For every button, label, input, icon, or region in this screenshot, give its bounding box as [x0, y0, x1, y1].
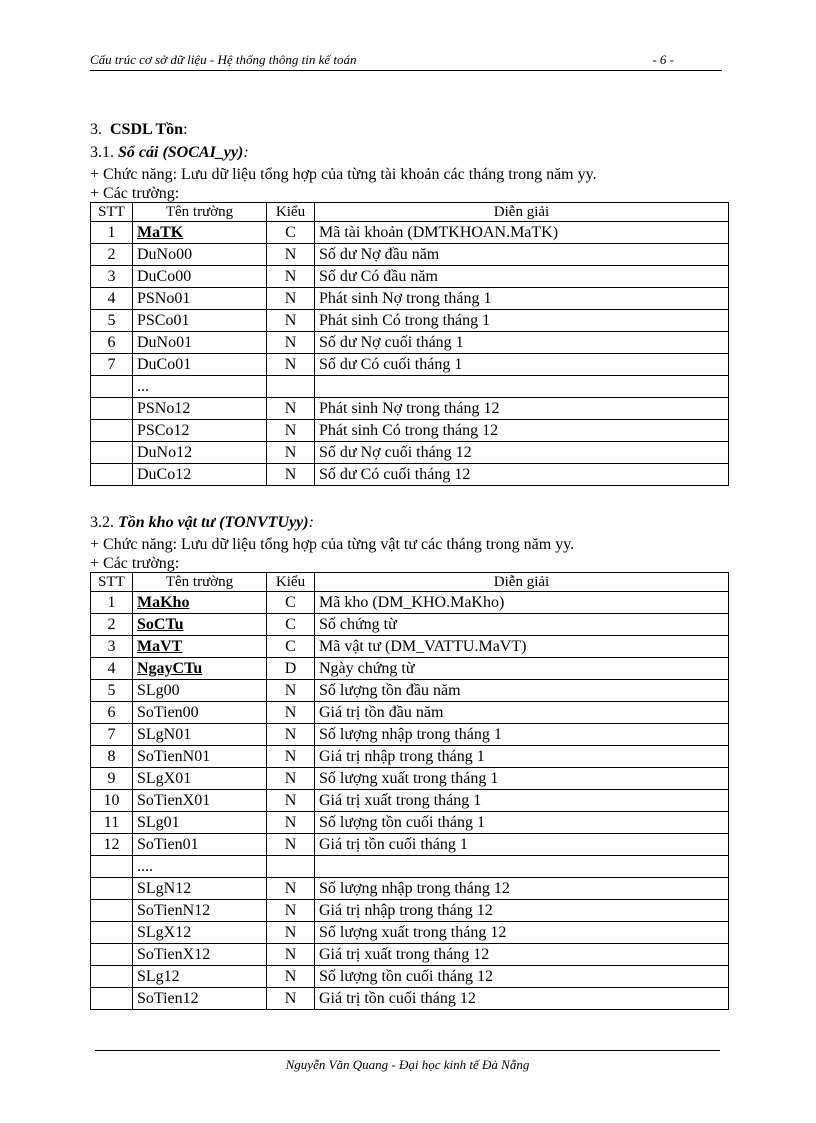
fields-label: + Các trường:	[90, 185, 180, 202]
description-cell: Giá trị tồn đầu năm	[315, 702, 729, 724]
stt-cell: 12	[91, 834, 133, 856]
header-name: Tên trường	[133, 203, 267, 222]
field-name-cell: ...	[133, 376, 267, 398]
type-cell: N	[267, 944, 315, 966]
field-name-cell: SLgN01	[133, 724, 267, 746]
table-header-row	[91, 203, 729, 222]
document-body	[90, 118, 730, 1010]
type-cell: N	[267, 244, 315, 266]
stt-cell	[91, 420, 133, 442]
description-cell: Số chứng từ	[315, 614, 729, 636]
table-row	[91, 790, 729, 812]
table-header-row	[91, 573, 729, 592]
type-cell: N	[267, 922, 315, 944]
description-cell: Số dư Có cuối tháng 12	[315, 464, 729, 486]
type-cell: N	[267, 746, 315, 768]
type-cell: N	[267, 420, 315, 442]
type-cell: N	[267, 878, 315, 900]
field-name-cell: DuNo00	[133, 244, 267, 266]
table-row	[91, 966, 729, 988]
subsection-title: Sổ cái (SOCAI_yy)	[118, 144, 244, 161]
type-cell: N	[267, 680, 315, 702]
subsection-suffix: :	[243, 144, 249, 161]
stt-cell	[91, 900, 133, 922]
field-name-cell: SLgX12	[133, 922, 267, 944]
table-row	[91, 614, 729, 636]
table-row	[91, 856, 729, 878]
table-row	[91, 768, 729, 790]
stt-cell: 4	[91, 658, 133, 680]
type-cell: N	[267, 464, 315, 486]
stt-cell: 7	[91, 354, 133, 376]
type-cell: N	[267, 834, 315, 856]
type-cell: N	[267, 702, 315, 724]
field-name-cell: SoTien01	[133, 834, 267, 856]
stt-cell	[91, 966, 133, 988]
stt-cell: 6	[91, 702, 133, 724]
stt-cell: 2	[91, 614, 133, 636]
stt-cell	[91, 922, 133, 944]
field-name-cell: SoTienN01	[133, 746, 267, 768]
table-row	[91, 244, 729, 266]
table-row	[91, 702, 729, 724]
field-name-cell: SoTien00	[133, 702, 267, 724]
table-row	[91, 658, 729, 680]
page-number: - 6 -	[652, 52, 674, 67]
header-type: Kiểu	[267, 203, 315, 222]
type-cell: C	[267, 592, 315, 614]
subsection-suffix: :	[308, 514, 314, 531]
function-text: + Chức năng: Lưu dữ liệu tổng hợp của từng vật tư các tháng trong năm yy.	[90, 536, 575, 553]
field-name-cell: DuNo12	[133, 442, 267, 464]
description-cell: Mã kho (DM_KHO.MaKho)	[315, 592, 729, 614]
field-name-cell: DuNo01	[133, 332, 267, 354]
description-cell: Giá trị nhập trong tháng 12	[315, 900, 729, 922]
section-heading	[90, 118, 730, 142]
table-row	[91, 442, 729, 464]
table-row	[91, 944, 729, 966]
stt-cell	[91, 944, 133, 966]
field-name-cell: SLgX01	[133, 768, 267, 790]
description-cell: Mã tài khoản (DMTKHOAN.MaTK)	[315, 222, 729, 244]
table-row	[91, 354, 729, 376]
type-cell: N	[267, 310, 315, 332]
field-name-cell: SLg01	[133, 812, 267, 834]
field-name-cell: SoTienX12	[133, 944, 267, 966]
stt-cell	[91, 878, 133, 900]
stt-cell: 10	[91, 790, 133, 812]
page-footer: Nguyễn Văn Quang - Đại học kinh tế Đà Nẵng	[95, 1050, 720, 1073]
stt-cell	[91, 856, 133, 878]
field-name-cell: MaTK	[133, 222, 267, 244]
section-number: 3.	[90, 121, 102, 138]
field-name-cell: SoCTu	[133, 614, 267, 636]
header-type: Kiểu	[267, 573, 315, 592]
table-row	[91, 266, 729, 288]
type-cell: N	[267, 398, 315, 420]
stt-cell: 5	[91, 680, 133, 702]
table-row	[91, 724, 729, 746]
header-stt: STT	[91, 573, 133, 592]
type-cell: N	[267, 354, 315, 376]
header-title: Cấu trúc cơ sở dữ liệu - Hệ thống thông tin kế toán	[90, 52, 357, 67]
field-name-cell: PSNo01	[133, 288, 267, 310]
description-cell: Giá trị xuất trong tháng 1	[315, 790, 729, 812]
type-cell: N	[267, 332, 315, 354]
table-row	[91, 834, 729, 856]
description-cell: Số lượng xuất trong tháng 12	[315, 922, 729, 944]
description-cell: Giá trị nhập trong tháng 1	[315, 746, 729, 768]
type-cell: N	[267, 812, 315, 834]
fields-label: + Các trường:	[90, 555, 180, 572]
table-row	[91, 288, 729, 310]
description-cell: Số dư Nợ đầu năm	[315, 244, 729, 266]
stt-cell	[91, 376, 133, 398]
table-row	[91, 878, 729, 900]
subsection-heading-socai	[90, 142, 730, 164]
table-row	[91, 376, 729, 398]
description-cell: Số lượng nhập trong tháng 1	[315, 724, 729, 746]
subsection-title: Tồn kho vật tư (TONVTUyy)	[118, 514, 309, 531]
table-row	[91, 812, 729, 834]
stt-cell: 2	[91, 244, 133, 266]
stt-cell: 11	[91, 812, 133, 834]
field-name-cell: SoTien12	[133, 988, 267, 1010]
header-stt: STT	[91, 203, 133, 222]
field-name-cell: SLg12	[133, 966, 267, 988]
field-name-cell: PSCo12	[133, 420, 267, 442]
field-name-cell: SLgN12	[133, 878, 267, 900]
header-desc: Diễn giải	[315, 203, 729, 222]
field-name-cell: DuCo12	[133, 464, 267, 486]
header-name: Tên trường	[133, 573, 267, 592]
type-cell: N	[267, 900, 315, 922]
field-name-cell: SoTienX01	[133, 790, 267, 812]
stt-cell: 1	[91, 222, 133, 244]
stt-cell: 5	[91, 310, 133, 332]
type-cell: C	[267, 636, 315, 658]
field-name-cell: PSNo12	[133, 398, 267, 420]
stt-cell	[91, 398, 133, 420]
type-cell: N	[267, 988, 315, 1010]
description-cell: Số lượng tồn cuối tháng 1	[315, 812, 729, 834]
type-cell: N	[267, 768, 315, 790]
description-cell: Số lượng xuất trong tháng 1	[315, 768, 729, 790]
field-name-cell: MaVT	[133, 636, 267, 658]
description-cell: Phát sinh Có trong tháng 1	[315, 310, 729, 332]
stt-cell: 3	[91, 266, 133, 288]
type-cell	[267, 856, 315, 878]
subsection-heading-tonvtu	[90, 512, 730, 534]
socai-table-body	[91, 222, 729, 486]
description-cell: Phát sinh Có trong tháng 12	[315, 420, 729, 442]
description-cell: Số dư Nợ cuối tháng 1	[315, 332, 729, 354]
type-cell: C	[267, 614, 315, 636]
description-cell	[315, 376, 729, 398]
section-suffix: :	[183, 121, 188, 138]
type-cell	[267, 376, 315, 398]
description-cell: Số dư Nợ cuối tháng 12	[315, 442, 729, 464]
description-cell	[315, 856, 729, 878]
field-name-cell: NgayCTu	[133, 658, 267, 680]
type-cell: N	[267, 266, 315, 288]
description-cell: Số lượng tồn cuối tháng 12	[315, 966, 729, 988]
type-cell: N	[267, 966, 315, 988]
table-row	[91, 420, 729, 442]
stt-cell: 8	[91, 746, 133, 768]
stt-cell	[91, 988, 133, 1010]
type-cell: N	[267, 288, 315, 310]
description-cell: Giá trị tồn cuối tháng 12	[315, 988, 729, 1010]
function-text: + Chức năng: Lưu dữ liệu tổng hợp của từng tài khoản các tháng trong năm yy.	[90, 166, 597, 183]
table-row	[91, 988, 729, 1010]
table-row	[91, 464, 729, 486]
table-row	[91, 310, 729, 332]
description-cell: Số lượng nhập trong tháng 12	[315, 878, 729, 900]
stt-cell: 3	[91, 636, 133, 658]
field-name-cell: ....	[133, 856, 267, 878]
table-row	[91, 222, 729, 244]
table-row	[91, 592, 729, 614]
description-cell: Phát sinh Nợ trong tháng 12	[315, 398, 729, 420]
stt-cell: 7	[91, 724, 133, 746]
stt-cell: 6	[91, 332, 133, 354]
stt-cell	[91, 464, 133, 486]
header-desc: Diễn giải	[315, 573, 729, 592]
stt-cell	[91, 442, 133, 464]
table-row	[91, 746, 729, 768]
field-name-cell: PSCo01	[133, 310, 267, 332]
field-name-cell: DuCo01	[133, 354, 267, 376]
table-row	[91, 922, 729, 944]
page-header	[90, 50, 722, 71]
type-cell: N	[267, 442, 315, 464]
type-cell: D	[267, 658, 315, 680]
description-cell: Giá trị xuất trong tháng 12	[315, 944, 729, 966]
tonvtu-table-body	[91, 592, 729, 1010]
type-cell: N	[267, 724, 315, 746]
table-row	[91, 332, 729, 354]
stt-cell: 9	[91, 768, 133, 790]
description-cell: Giá trị tồn cuối tháng 1	[315, 834, 729, 856]
tonvtu-table	[90, 572, 729, 1010]
description-cell: Số lượng tồn đầu năm	[315, 680, 729, 702]
socai-table	[90, 202, 729, 486]
table-row	[91, 636, 729, 658]
description-cell: Ngày chứng từ	[315, 658, 729, 680]
field-name-cell: DuCo00	[133, 266, 267, 288]
table-row	[91, 398, 729, 420]
table-row	[91, 900, 729, 922]
section-title: CSDL Tồn	[110, 121, 184, 138]
subsection-number: 3.1.	[90, 144, 114, 161]
description-cell: Số dư Có cuối tháng 1	[315, 354, 729, 376]
description-cell: Mã vật tư (DM_VATTU.MaVT)	[315, 636, 729, 658]
stt-cell: 1	[91, 592, 133, 614]
field-name-cell: SLg00	[133, 680, 267, 702]
description-cell: Phát sinh Nợ trong tháng 1	[315, 288, 729, 310]
table-row	[91, 680, 729, 702]
field-name-cell: SoTienN12	[133, 900, 267, 922]
type-cell: C	[267, 222, 315, 244]
stt-cell: 4	[91, 288, 133, 310]
type-cell: N	[267, 790, 315, 812]
description-cell: Số dư Có đầu năm	[315, 266, 729, 288]
subsection-number: 3.2.	[90, 514, 114, 531]
field-name-cell: MaKho	[133, 592, 267, 614]
